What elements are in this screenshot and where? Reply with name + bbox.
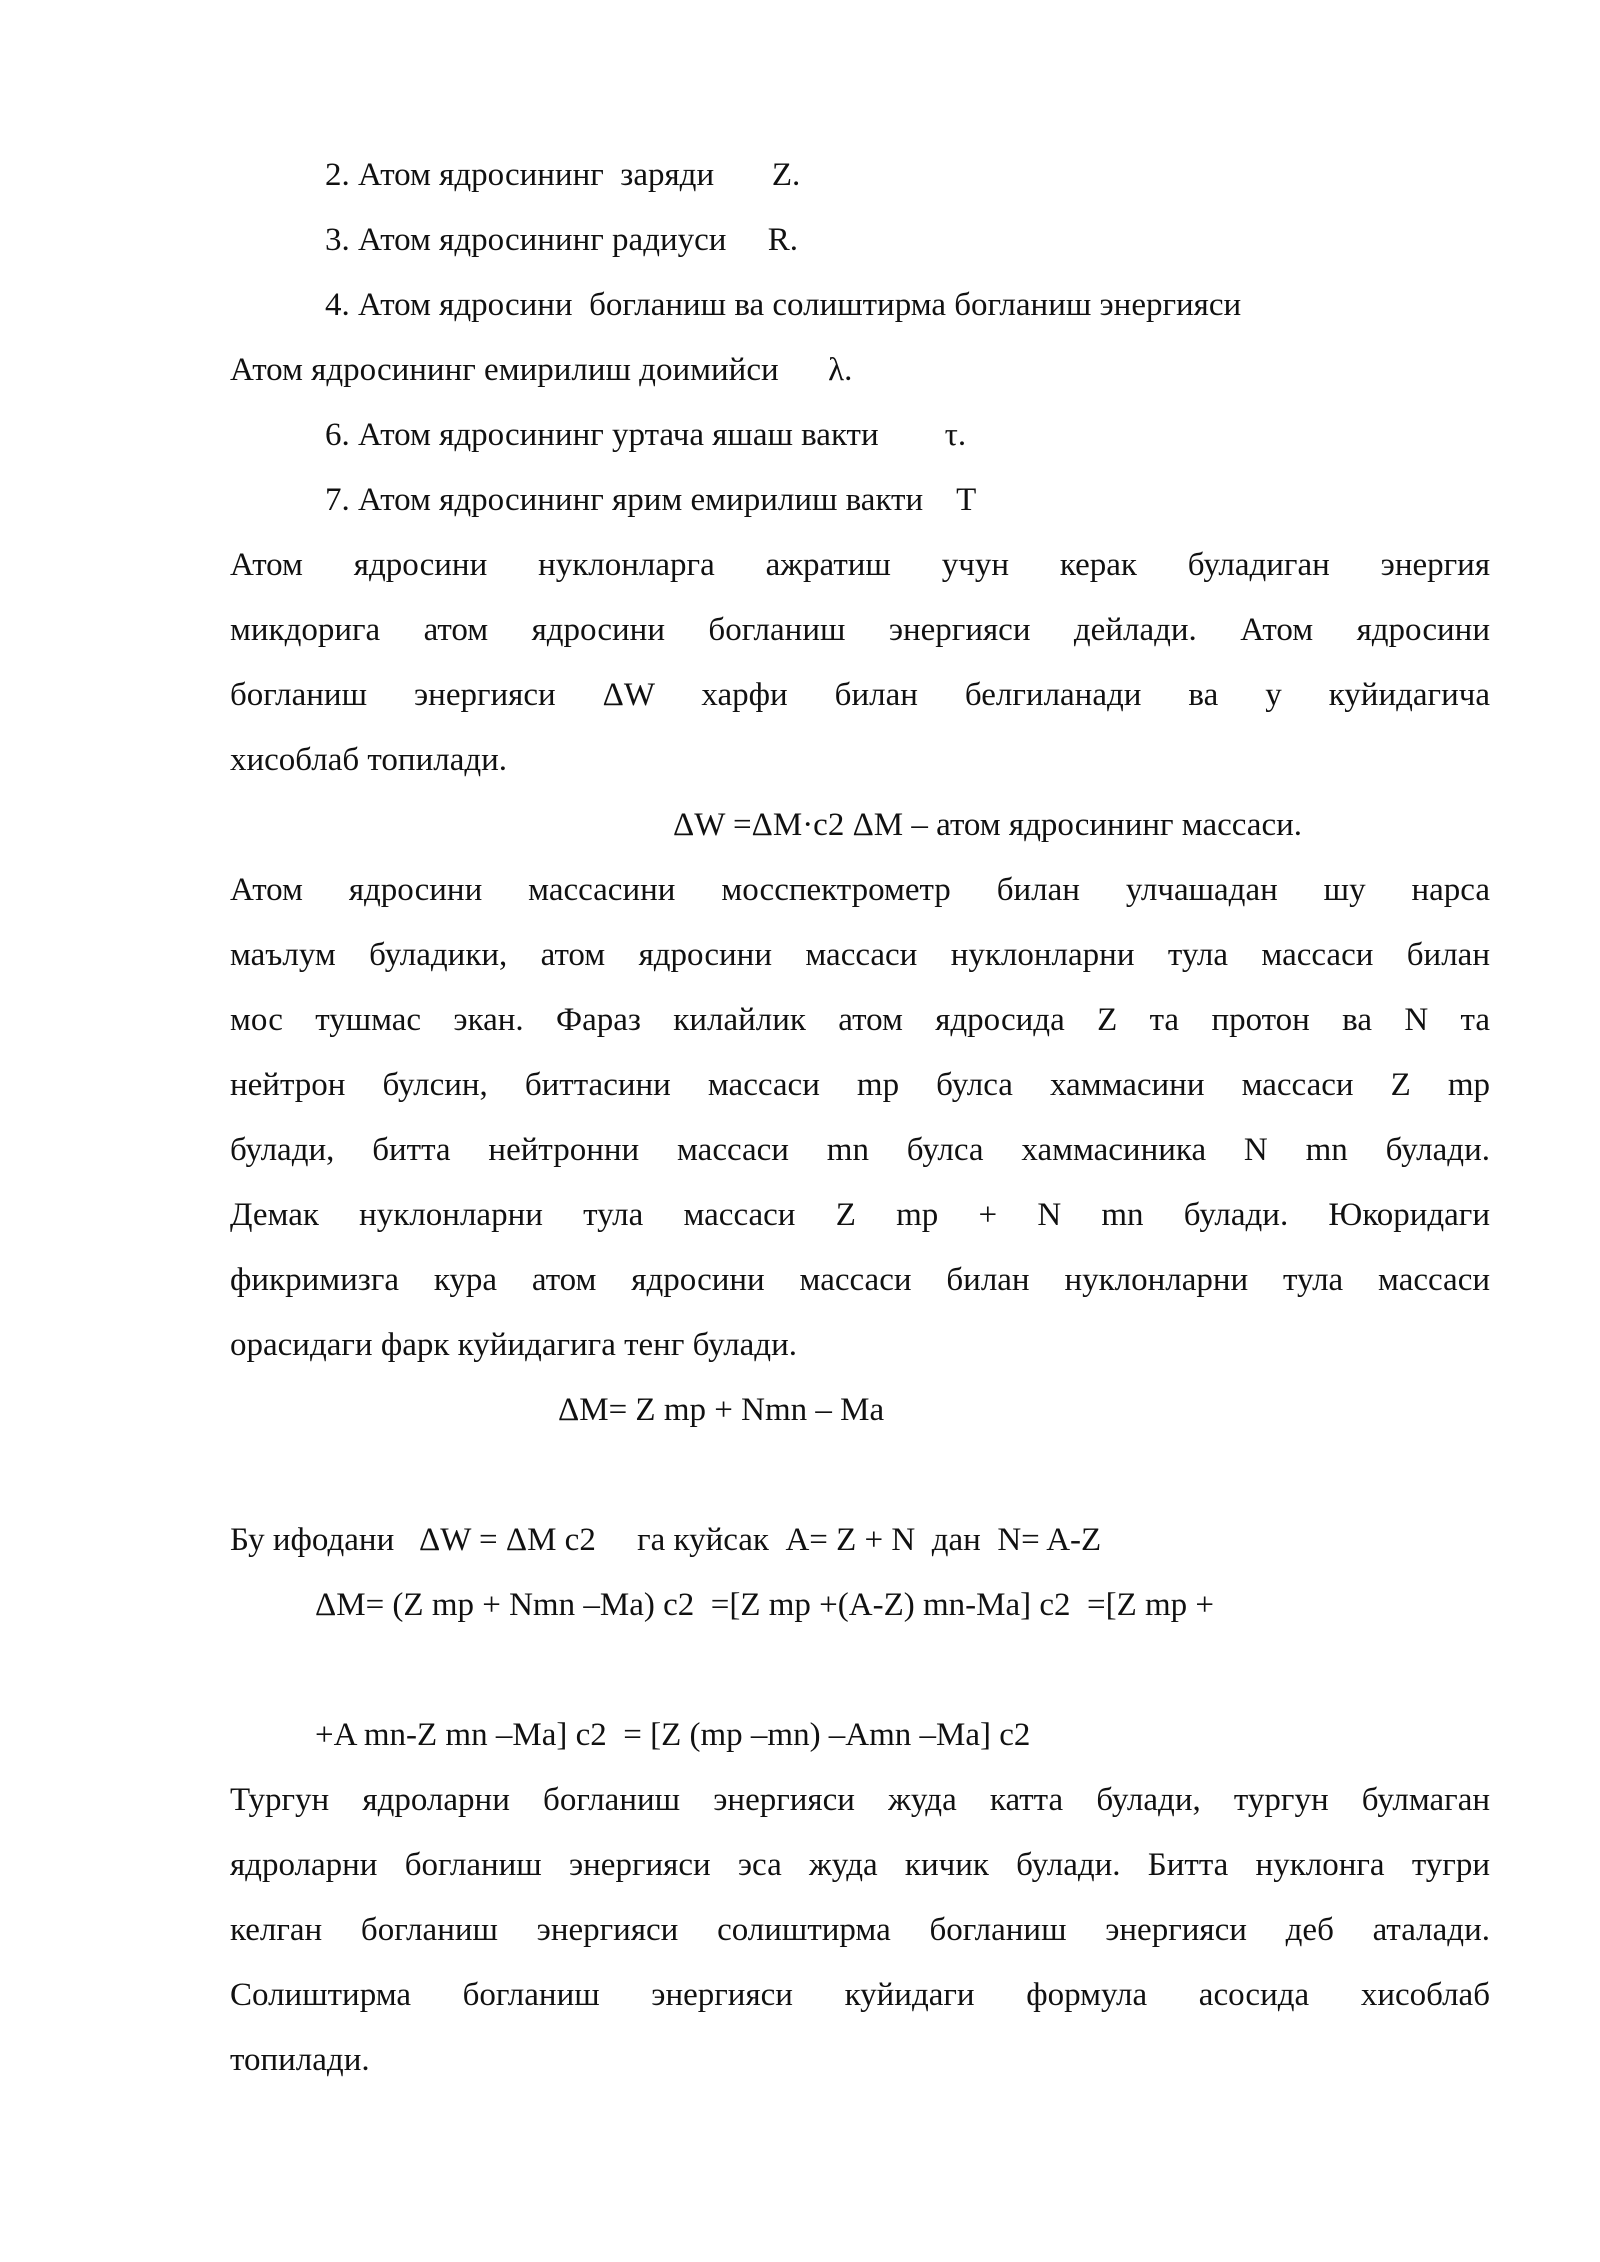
paragraph-line: Атом ядросини нуклонларга ажратиш учун керак буладиган энергия [230,547,1490,583]
paragraph-line: Бу ифодани ΔW = ΔM c2 га куйсак A= Z + N дан N= A-Z [230,1522,1102,1558]
list-item-half-life: 7. Атом ядросининг ярим емирилиш вакти Т [325,482,977,518]
formula-expansion-2: +A mn-Z mn –Ma] c2 = [Z (mp –mn) –Amn –Ma] c2 [315,1717,1031,1753]
paragraph-line: маълум буладики, атом ядросини массаси нуклонларни тула массаси билан [230,937,1490,973]
list-item-radius: 3. Атом ядросининг радиуси R. [325,222,798,258]
paragraph-line: микдорига атом ядросини богланиш энергияси дейлади. Атом ядросини [230,612,1490,648]
paragraph-line: келган богланиш энергияси солиштирма богланиш энергияси деб аталади. [230,1912,1490,1948]
paragraph-line: богланиш энергияси ΔW харфи билан белгиланади ва у куйидагича [230,677,1490,713]
paragraph-line: булади, битта нейтронни массаси mn булса хаммасиника N mn булади. [230,1132,1490,1168]
paragraph-line: топилади. [230,2042,370,2078]
formula-binding-energy: ΔW =ΔM·c2 ΔM – атом ядросининг массаси. [673,807,1302,843]
paragraph-line: фикримизга кура атом ядросини массаси билан нуклонларни тула массаси [230,1262,1490,1298]
paragraph-line: хисоблаб топилади. [230,742,508,778]
list-item-binding-energy: 4. Атом ядросини богланиш ва солиштирма богланиш энергияси [325,287,1242,323]
formula-mass-defect: ΔM= Z mp + Nmn – Ma [558,1392,885,1428]
list-item-mean-lifetime: 6. Атом ядросининг уртача яшаш вакти τ. [325,417,967,453]
paragraph-line: ядроларни богланиш энергияси эса жуда кичик булади. Битта нуклонга тугри [230,1847,1490,1883]
paragraph-line: Солиштирма богланиш энергияси куйидаги формула асосида хисоблаб [230,1977,1490,2013]
list-item-decay-constant: Атом ядросининг емирилиш доимийси λ. [230,352,853,388]
paragraph-line: орасидаги фарк куйидагига тенг булади. [230,1327,798,1363]
paragraph-line: Атом ядросини массасини мосспектрометр билан улчашадан шу нарса [230,872,1490,908]
paragraph-line: Тургун ядроларни богланиш энергияси жуда катта булади, тургун булмаган [230,1782,1490,1818]
paragraph-line: нейтрон булсин, биттасини массаси mp булса хаммасини массаси Z mp [230,1067,1490,1103]
paragraph-line: мос тушмас экан. Фараз килайлик атом ядросида Z та протон ва N та [230,1002,1490,1038]
list-item-charge: 2. Атом ядросининг заряди Z. [325,157,801,193]
paragraph-line: Демак нуклонларни тула массаси Z mp + N mn булади. Юкоридаги [230,1197,1490,1233]
formula-expansion-1: ΔM= (Z mp + Nmn –Ma) c2 =[Z mp +(A-Z) mn-Ma] c2 =[Z mp + [315,1587,1215,1623]
